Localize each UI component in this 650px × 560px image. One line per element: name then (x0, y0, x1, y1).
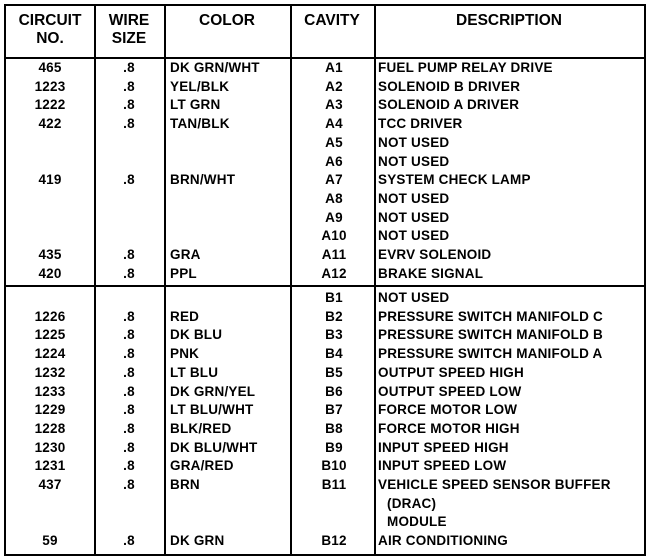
description-cell: BRAKE SIGNAL (378, 265, 484, 281)
wire-size-cell: .8 (123, 116, 135, 132)
description-cell: INPUT SPEED HIGH (378, 439, 509, 455)
cavity-cell: B8 (325, 420, 343, 436)
wire-size-cell: .8 (123, 247, 135, 262)
wire-size-cell: .8 (123, 97, 135, 113)
header-color-label: COLOR (199, 12, 255, 29)
color-cell: PPL (170, 265, 197, 281)
color-cell: DK GRN (170, 533, 225, 549)
circuit-cell (6, 513, 94, 532)
wire-size-cell (94, 227, 164, 246)
header-description-label: DESCRIPTION (456, 12, 562, 29)
wire-size-cell (94, 190, 164, 209)
circuit-cell: 1231 (34, 458, 66, 474)
description-cell: NOT USED (378, 153, 450, 169)
wire-size-cell: .8 (123, 533, 135, 549)
description-cell: OUTPUT SPEED LOW (378, 383, 522, 399)
circuit-cell: 1225 (34, 327, 66, 343)
cavity-cell: B11 (321, 477, 347, 492)
color-cell: DK GRN/WHT (170, 60, 260, 75)
cavity-cell: B9 (325, 439, 343, 455)
description-cell: MODULE (387, 514, 447, 530)
cavity-cell: A6 (325, 153, 343, 169)
cavity-cell: A7 (325, 172, 343, 188)
color-cell: GRA (170, 247, 201, 262)
header-circuit-line2: NO. (36, 30, 64, 47)
circuit-cell: 1226 (34, 308, 66, 324)
cavity-cell: B12 (321, 533, 347, 549)
header-circuit-no (6, 6, 94, 64)
circuit-cell: 1224 (34, 346, 66, 362)
wire-size-cell: .8 (123, 458, 135, 474)
header-description (374, 6, 644, 64)
circuit-cell: 420 (38, 265, 62, 281)
wire-size-cell (94, 134, 164, 153)
header-cavity (290, 6, 374, 64)
description-cell: EVRV SOLENOID (378, 247, 492, 262)
circuit-cell: 1232 (34, 364, 66, 380)
circuit-cell: 422 (38, 116, 62, 132)
color-cell (170, 513, 290, 532)
color-cell: DK BLU (170, 327, 223, 343)
cavity-cell (292, 513, 376, 532)
color-cell (170, 495, 290, 514)
connector-pinout-table (4, 4, 646, 556)
color-cell (170, 209, 290, 228)
description-cell: PRESSURE SWITCH MANIFOLD B (378, 327, 603, 343)
header-cavity-label: CAVITY (304, 12, 360, 29)
color-cell: YEL/BLK (170, 78, 230, 94)
description-cell: PRESSURE SWITCH MANIFOLD C (378, 308, 603, 324)
wire-size-cell: .8 (123, 383, 135, 399)
description-cell: NOT USED (378, 209, 450, 225)
circuit-cell (6, 190, 94, 209)
color-cell: TAN/BLK (170, 116, 230, 132)
cavity-cell: A11 (321, 247, 347, 262)
color-cell: LT BLU (170, 364, 219, 380)
header-wire-line1: WIRE (108, 12, 150, 29)
color-cell: DK GRN/YEL (170, 383, 256, 399)
cavity-cell: A8 (325, 190, 343, 206)
cavity-cell: A5 (325, 134, 343, 150)
wire-size-cell: .8 (123, 327, 135, 343)
cavity-cell: B2 (325, 308, 343, 324)
cavity-cell: A3 (325, 97, 343, 113)
circuit-cell: 1222 (34, 97, 66, 113)
wire-size-cell (94, 495, 164, 514)
cavity-cell: B1 (325, 290, 343, 305)
circuit-cell: 1228 (34, 420, 66, 436)
group-divider (6, 285, 644, 287)
description-cell: OUTPUT SPEED HIGH (378, 364, 524, 380)
color-cell (170, 227, 290, 246)
color-cell: BRN/WHT (170, 172, 236, 188)
cavity-cell: A4 (325, 116, 343, 132)
description-cell: NOT USED (378, 190, 450, 206)
circuit-cell: 1223 (34, 78, 66, 94)
circuit-cell (6, 289, 94, 308)
description-cell: PRESSURE SWITCH MANIFOLD A (378, 346, 603, 362)
cavity-cell: B5 (325, 364, 343, 380)
cavity-cell: A1 (325, 60, 343, 75)
description-cell: VEHICLE SPEED SENSOR BUFFER (378, 477, 611, 492)
wire-size-cell: .8 (123, 60, 135, 75)
wire-size-cell: .8 (123, 78, 135, 94)
color-cell (170, 134, 290, 153)
description-cell: FUEL PUMP RELAY DRIVE (378, 60, 553, 75)
description-cell: NOT USED (378, 228, 450, 244)
color-cell: RED (170, 308, 200, 324)
description-cell: INPUT SPEED LOW (378, 458, 507, 474)
wire-size-cell (94, 153, 164, 172)
color-cell (170, 153, 290, 172)
description-cell: SYSTEM CHECK LAMP (378, 172, 531, 188)
column-divider (164, 6, 166, 554)
description-cell: FORCE MOTOR HIGH (378, 420, 520, 436)
cavity-cell: A9 (325, 209, 343, 225)
header-wire-size (94, 6, 164, 64)
circuit-cell: 437 (38, 477, 62, 492)
wire-size-cell: .8 (123, 308, 135, 324)
color-cell (170, 190, 290, 209)
description-cell: NOT USED (378, 290, 450, 305)
cavity-cell: B7 (325, 402, 343, 418)
color-cell: LT BLU/WHT (170, 402, 254, 418)
wire-size-cell: .8 (123, 477, 135, 492)
cavity-cell: B6 (325, 383, 343, 399)
color-cell: PNK (170, 346, 200, 362)
cavity-cell: A10 (321, 228, 347, 244)
wire-size-cell (94, 289, 164, 308)
wire-size-cell: .8 (123, 439, 135, 455)
header-color (164, 6, 290, 64)
color-cell: GRA/RED (170, 458, 234, 474)
wire-size-cell: .8 (123, 364, 135, 380)
wire-size-cell (94, 209, 164, 228)
wire-size-cell: .8 (123, 346, 135, 362)
description-cell: AIR CONDITIONING (378, 533, 508, 549)
wire-size-cell: .8 (123, 265, 135, 281)
circuit-cell (6, 495, 94, 514)
cavity-cell: B3 (325, 327, 343, 343)
circuit-cell: 59 (42, 533, 58, 549)
circuit-cell: 1230 (34, 439, 66, 455)
cavity-cell: B10 (321, 458, 347, 474)
description-cell: TCC DRIVER (378, 116, 463, 132)
wire-size-cell: .8 (123, 420, 135, 436)
color-cell: BRN (170, 477, 200, 492)
cavity-cell: B4 (325, 346, 343, 362)
circuit-cell: 435 (38, 247, 62, 262)
wire-size-cell: .8 (123, 402, 135, 418)
circuit-cell: 1229 (34, 402, 66, 418)
color-cell: BLK/RED (170, 420, 232, 436)
header-circuit-line1: CIRCUIT (18, 12, 82, 29)
color-cell: LT GRN (170, 97, 221, 113)
cavity-cell: A12 (321, 265, 347, 281)
circuit-cell (6, 134, 94, 153)
circuit-cell: 1233 (34, 383, 66, 399)
color-cell: DK BLU/WHT (170, 439, 258, 455)
description-cell: FORCE MOTOR LOW (378, 402, 518, 418)
description-cell: (DRAC) (387, 495, 437, 511)
circuit-cell: 419 (38, 172, 62, 188)
header-wire-line2: SIZE (111, 30, 147, 47)
description-cell: NOT USED (378, 134, 450, 150)
description-cell: SOLENOID B DRIVER (378, 78, 521, 94)
circuit-cell (6, 209, 94, 228)
description-cell: SOLENOID A DRIVER (378, 97, 520, 113)
cavity-cell: A2 (325, 78, 343, 94)
wire-size-cell: .8 (123, 172, 135, 188)
circuit-cell (6, 153, 94, 172)
color-cell (170, 289, 290, 308)
circuit-cell: 465 (38, 60, 62, 75)
cavity-cell (292, 495, 376, 514)
circuit-cell (6, 227, 94, 246)
wire-size-cell (94, 513, 164, 532)
